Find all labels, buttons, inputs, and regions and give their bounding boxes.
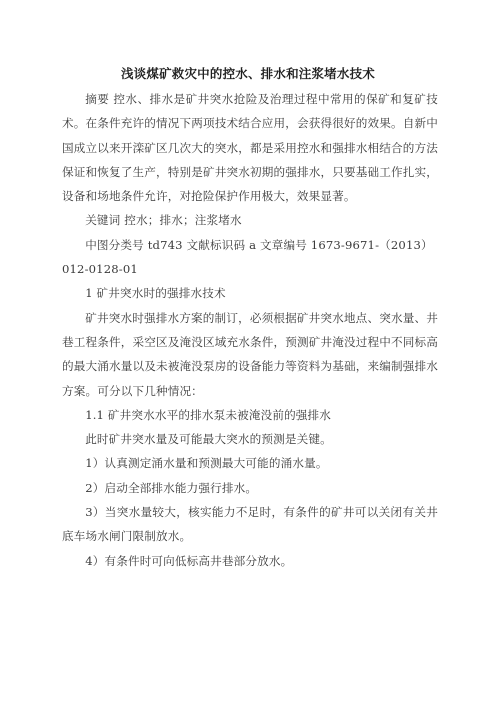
classification-line-continued: 012-0128-01	[62, 262, 138, 277]
body-paragraph: 矿井突水时强排水方案的制订，必须根据矿井突水地点、突水量、井巷工程条件，采空区及淹没区域充水条件，预测矿井淹没过程中不同标高的最大涌水量以及未被淹没泵房的设备能力等资料为基础，来编制强排水方案。可分以下几种情况：	[62, 310, 438, 398]
list-item-4: 4）有条件时可向低标高井巷部分放水。	[85, 553, 293, 568]
list-item-3: 3）当突水量较大，核实能力不足时，有条件的矿井可以关闭有关井底车场水闸门限制放水。	[62, 505, 438, 544]
body-paragraph: 此时矿井突水量及可能最大突水的预测是关键。	[85, 432, 332, 447]
document-title: 浅谈煤矿救灾中的控水、排水和注浆堵水技术	[120, 66, 375, 81]
list-item-1: 1）认真测定涌水量和预测最大可能的涌水量。	[85, 456, 328, 471]
keywords-line: 关键词 控水；排水；注浆堵水	[85, 213, 242, 228]
list-item-2: 2）启动全部排水能力强行排水。	[85, 480, 258, 495]
classification-line: 中图分类号 td743 文献标识码 a 文章编号 1673-9671-（2013）	[85, 237, 433, 252]
document-body	[62, 87, 438, 573]
subsection-heading-1-1: 1.1 矿井突水水平的排水泵未被淹没前的强排水	[85, 407, 332, 422]
section-heading-1: 1 矿井突水时的强排水技术	[85, 286, 226, 301]
abstract-paragraph: 摘要 控水、排水是矿井突水抢险及治理过程中常用的保矿和复矿技术。在条件充许的情况下两项技术结合应用，会获得很好的效果。自新中国成立以来开滦矿区几次大的突水，都是采用控水和强排水相结合的方法保证和恢复了生产，特别是矿井突水初期的强排水，只要基础工作扎实，设备和场地条件允许，对抢险保护作用极大，效果显著。	[62, 92, 438, 204]
